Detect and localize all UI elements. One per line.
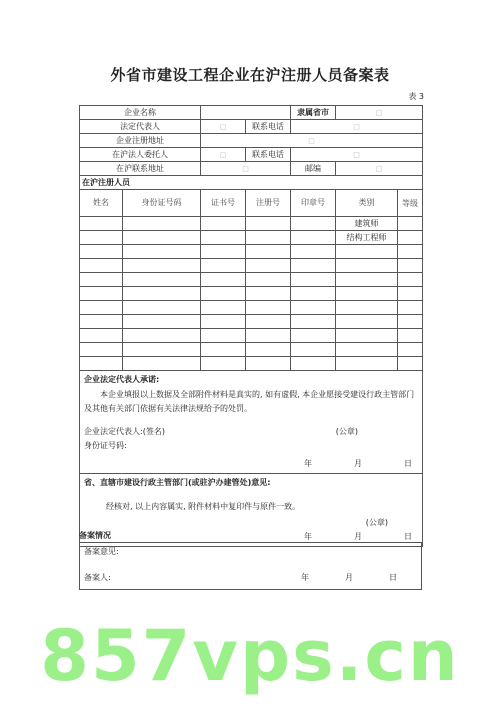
postcode-label: 邮编 xyxy=(291,162,336,176)
col-seal-number: 印章号 xyxy=(291,190,336,217)
table-row xyxy=(80,357,423,371)
legal-rep-signature-label: 企业法定代表人:(签名) xyxy=(84,427,165,436)
commitment-section xyxy=(80,371,423,474)
col-category: 类别 xyxy=(336,190,398,217)
province-field[interactable]: □ xyxy=(336,106,423,120)
table-row xyxy=(80,245,423,259)
col-reg-number: 注册号 xyxy=(246,190,291,217)
commitment-body: 本企业填报以上数据及全部附件材料是真实的, 如有虚假, 本企业愿接受建设行政主管部门及其他有关部门依据有关法律法规给予的处罚。 xyxy=(84,390,415,413)
delegate-phone-label: 联系电话 xyxy=(246,148,291,162)
sh-contact-address-field[interactable]: □ xyxy=(201,162,291,176)
page-title: 外省市建设工程企业在沪注册人员备案表 xyxy=(110,66,390,84)
province-label: 隶属省市 xyxy=(291,106,336,120)
sh-contact-address-label: 在沪联系地址 xyxy=(80,162,201,176)
table-row xyxy=(80,217,423,231)
table-row xyxy=(80,231,423,245)
commitment-date: 年 月 日 xyxy=(304,459,412,468)
company-name-label: 企业名称 xyxy=(80,106,201,120)
personnel-section-label: 在沪注册人员 xyxy=(80,176,423,190)
table-row xyxy=(80,287,423,301)
sh-delegate-field[interactable]: □ xyxy=(201,148,246,162)
postcode-field[interactable]: □ xyxy=(336,162,423,176)
sh-delegate-label: 在沪法人委托人 xyxy=(80,148,201,162)
table-row xyxy=(80,343,423,357)
reg-address-field[interactable]: □ xyxy=(201,134,423,148)
col-name: 姓名 xyxy=(80,190,123,217)
filer-label: 备案人: xyxy=(84,573,111,582)
col-grade: 等级 xyxy=(398,190,423,217)
contact-phone-label: 联系电话 xyxy=(246,120,291,134)
legal-rep-field[interactable]: □ xyxy=(201,120,246,134)
legal-rep-label: 法定代表人 xyxy=(80,120,201,134)
commitment-seal-label: (公章) xyxy=(335,427,358,436)
commitment-heading: 企业法定代表人承诺: xyxy=(84,375,160,384)
watermark: 857vps.cn xyxy=(40,615,460,697)
table-row xyxy=(80,273,423,287)
category-structural-engineer[interactable]: 结构工程师 xyxy=(336,231,398,245)
col-id-number: 身份证号码 xyxy=(123,190,201,217)
review-section xyxy=(80,474,423,547)
filing-date: 年 月 日 xyxy=(301,573,397,582)
review-heading: 省、直辖市建设行政主管部门(或驻沪办建管处)意见: xyxy=(84,478,271,487)
col-cert-number: 证书号 xyxy=(201,190,246,217)
id-number-label: 身份证号码: xyxy=(84,441,127,450)
contact-phone-field[interactable]: □ xyxy=(291,120,423,134)
review-body: 经核对, 以上内容属实, 附件材料中复印件与原件一致。 xyxy=(106,502,301,511)
category-architect[interactable]: 建筑师 xyxy=(336,217,398,231)
filing-opinion-label: 备案意见: xyxy=(84,547,119,556)
table-row xyxy=(80,329,423,343)
review-date: 年 月 日 xyxy=(304,532,412,541)
reg-address-label: 企业注册地址 xyxy=(80,134,201,148)
registration-form-table xyxy=(79,105,423,547)
table-row xyxy=(80,315,423,329)
delegate-phone-field[interactable]: □ xyxy=(291,148,423,162)
filing-title: 备案情况 xyxy=(79,531,111,540)
filing-section[interactable] xyxy=(80,543,422,590)
review-seal-label: (公章) xyxy=(365,518,388,527)
company-name-field[interactable] xyxy=(201,106,291,120)
table-row xyxy=(80,259,423,273)
table-number: 表 3 xyxy=(408,92,424,101)
filing-table xyxy=(79,542,422,590)
table-row xyxy=(80,301,423,315)
